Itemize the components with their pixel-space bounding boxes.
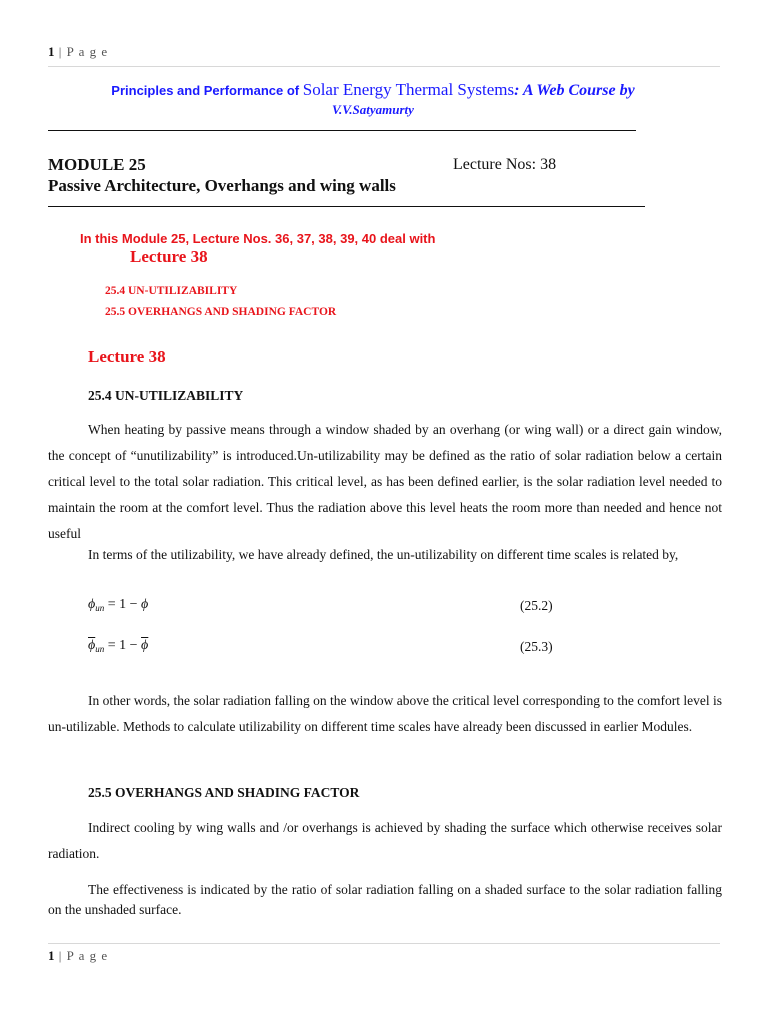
eq2-subscript: un — [95, 644, 105, 654]
module-intro-line: In this Module 25, Lecture Nos. 36, 37, 38, 39, 40 deal with — [80, 231, 436, 246]
module-subtitle: Passive Architecture, Overhangs and wing walls — [48, 176, 396, 195]
eq2-operator: = 1 − — [104, 638, 142, 653]
header-rule — [48, 66, 720, 67]
section1-paragraph-3: In other words, the solar radiation falling on the window above the critical level corresponding to the comfort level is un-utilizable. Methods to calculate utilizability on different time scales have already been discussed in earlier Modules. — [48, 693, 722, 734]
footer-page-word: P a g e — [66, 948, 109, 963]
eq2-rhs: $\overline{\phi}$ — [141, 638, 149, 653]
section2-paragraph-1: Indirect cooling by wing walls and /or overhangs is achieved by shading the surface which otherwise receives solar radiation. — [48, 820, 722, 861]
section-heading-overhangs: 25.5 OVERHANGS AND SHADING FACTOR — [88, 785, 360, 800]
course-title — [48, 80, 698, 100]
module-underline — [48, 206, 645, 207]
course-author: V.V.Satyamurty — [332, 102, 414, 117]
title-underline — [48, 130, 636, 131]
intro-lecture-label: Lecture 38 — [130, 247, 208, 266]
equation-number-25-2: (25.2) — [520, 598, 553, 613]
eq1-operator: = 1 − — [104, 597, 142, 612]
footer-page-separator: | — [54, 948, 67, 963]
page-number-footer — [48, 948, 108, 964]
equation-25-3 — [88, 638, 148, 654]
eq1-lhs: ϕ — [88, 597, 96, 612]
equation-25-2 — [88, 597, 148, 613]
course-title-part3: : A Web Course by — [514, 82, 635, 99]
page-separator: | — [54, 44, 67, 59]
course-title-part1: Principles and Performance of — [111, 83, 303, 98]
lecture-heading: Lecture 38 — [88, 347, 166, 366]
module-title: MODULE 25 — [48, 155, 146, 174]
eq1-rhs: ϕ — [141, 597, 149, 612]
section-heading-unutilizability: 25.4 UN-UTILIZABILITY — [88, 388, 244, 403]
equation-number-25-3: (25.3) — [520, 639, 553, 654]
page-word: P a g e — [66, 44, 109, 59]
section2-paragraph-2: The effectiveness is indicated by the ratio of solar radiation falling on a shaded surface to the solar radiation falling on the unshaded surface. — [48, 882, 722, 917]
footer-rule — [48, 943, 720, 944]
page-number-header — [48, 44, 108, 60]
footer-page-number: 1 — [48, 948, 55, 963]
lecture-numbers: Lecture Nos: 38 — [453, 156, 557, 173]
page-number: 1 — [48, 44, 55, 59]
intro-item-2: 25.5 OVERHANGS AND SHADING FACTOR — [105, 306, 337, 318]
section1-paragraph-1: When heating by passive means through a window shaded by an overhang (or wing wall) or a direct gain window, the concept of “unutilizability” is introduced.Un-utilizability may be defined as the ratio of solar radiation below a certain critical level to the total solar radiation. This critical level, as has been defined earlier, is the solar radiation level needed to maintain the room at the comfort level. Thus the radiation above this level heats the room more than needed and hence not useful — [48, 422, 722, 541]
intro-item-1: 25.4 UN-UTILIZABILITY — [105, 285, 238, 297]
eq2-lhs: $\overline{\phi}$ — [88, 638, 96, 653]
section1-paragraph-2: In terms of the utilizability, we have already defined, the un-utilizability on different time scales is related by, — [88, 547, 679, 562]
eq1-subscript: un — [95, 603, 105, 613]
course-title-part2: Solar Energy Thermal Systems — [302, 80, 515, 99]
